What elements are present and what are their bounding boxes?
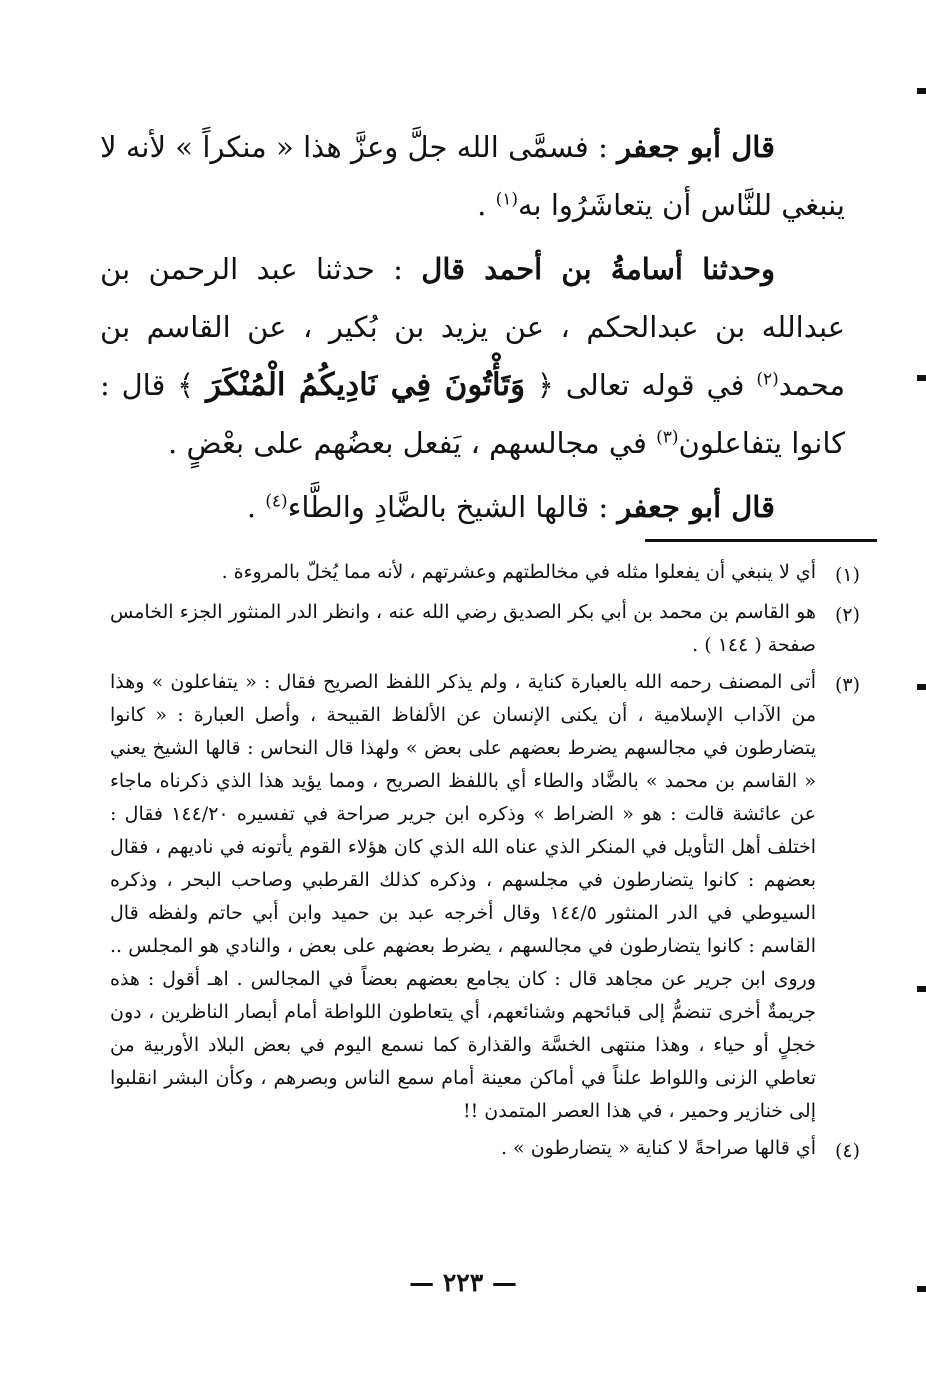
paragraph-1-end: .: [477, 188, 496, 222]
speaker-abu-jafar-2: قال أبو جعفر: [617, 490, 775, 524]
speaker-usama: وحدثنا أسامةُ بن أحمد قال: [421, 252, 775, 286]
footnote-number: (٤): [834, 1140, 860, 1162]
paragraph-1-text: : فسمَّى الله جلَّ وعزَّ هذا « منكراً » لأنه لا ينبغي للنَّاس أن يتعاشَرُوا به: [100, 130, 845, 222]
scan-edge-mark: [917, 684, 926, 690]
footnote-number: (٣): [834, 674, 860, 696]
scan-edge-mark: [917, 375, 926, 381]
speaker-abu-jafar: قال أبو جعفر: [617, 130, 775, 164]
paragraph-2-text-d: في مجالسهم ، يَفعل بعضُهم على بعْضٍ .: [168, 426, 657, 460]
footnote-4: [110, 1132, 860, 1168]
paragraph-3: [100, 478, 845, 536]
footnote-text: هو القاسم بن محمد بن أبي بكر الصديق رضي الله عنه ، وانظر الدر المنثور الجزء الخامس صفحة ( ١٤٤ ) .: [110, 601, 816, 656]
footnote-number: (٢): [834, 604, 860, 626]
footnote-3: [110, 666, 860, 1128]
scan-edge-mark: [917, 88, 926, 94]
paragraph-2: [100, 240, 845, 472]
footnote-ref-3: (٣): [656, 427, 679, 448]
footnote-number: (١): [834, 564, 860, 586]
paragraph-3-end: .: [246, 490, 266, 524]
footnote-2: [110, 596, 860, 662]
paragraph-2-text-c: ﴾ قال : كانوا يتفاعلون: [100, 368, 845, 460]
footnote-ref-1: (١): [495, 189, 518, 210]
quran-verse: وَتَأْتُونَ فِي نَادِيكُمُ الْمُنْكَرَ: [205, 367, 526, 403]
footnote-1: [110, 556, 860, 592]
scan-edge-mark: [917, 1286, 926, 1292]
paragraph-2-text-a: : حدثنا عبد الرحمن بن عبدالله بن عبدالحكم ، عن يزيد بن بُكير ، عن القاسم بن محمد: [100, 252, 845, 402]
footnote-separator: [645, 539, 877, 542]
footnote-text: أتى المصنف رحمه الله بالعبارة كناية ، ولم يذكر اللفظ الصريح فقال : « يتفاعلون » وهذا من الآداب الإسلامية ، أن يكنى الإنسان عن الألفاظ القبيحة ، وأصل العبارة : « كانوا يتضارطون في مجالسهم يضرط بعضهم على بعض » ولهذا قال النحاس : قالها الشيخ يعني « القاسم بن محمد » بالضَّاد والطاء أي باللفظ الصريح ، ومما يؤيد هذا الذي ذكرناه ماجاء عن عائشة قالت : هو « الضراط » وذكره ابن جرير صراحة في تفسيره ١٤٤/٢٠ فقال : اختلف أهل التأويل في المنكر الذي عناه الله الذي كان هؤلاء القوم يأتونه في ناديهم ، فقال بعضهم : كانوا يتضارطون في مجلسهم ، وذكره كذلك القرطبي وصاحب البحر ، وذكره السيوطي في الدر المنثور ١٤٤/٥ وقال أخرجه عبد بن حميد وابن أبي حاتم ولفظه قال القاسم : كانوا يتضارطون في مجالسهم ، يضرط بعضهم على بعض ، والنادي هو المجلس .. وروى ابن جرير عن مجاهد قال : كان يجامع بعضهم بعضاً في المجالس . اهـ أقول : هذه جريمةٌ أخرى تنضمُّ إلى قبائحهم وشنائعهم، أي يتعاطون اللواطة أمام أبصار الناظرين ، دون خجلٍ أو حياء ، وهذا منتهى الخسَّة والقذارة كما نسمع اليوم في بعض البلاد الأوربية من تعاطي الزنى واللواط علناً في أماكن معينة أمام سمع الناس وبصرهم ، وكأن البشر انقلبوا إلى خنازير وحمير ، في هذا العصر المتمدن !!: [110, 671, 816, 1122]
footnote-ref-2: (٢): [756, 369, 779, 390]
scan-edge-mark: [917, 986, 926, 992]
main-text: [100, 118, 845, 536]
paragraph-2-text-b: في قوله تعالى ﴿: [525, 368, 757, 402]
paragraph-3-text: : قالها الشيخ بالضَّادِ والطَّاء: [287, 490, 618, 524]
footnotes: [110, 556, 860, 1172]
footnote-text: أي لا ينبغي أن يفعلوا مثله في مخالطتهم وعشرتهم ، لأنه مما يُخلّ بالمروءة .: [221, 561, 816, 583]
footnote-text: أي قالها صراحةً لا كناية « يتضارطون » .: [500, 1137, 816, 1159]
footnote-ref-4: (٤): [265, 491, 288, 512]
paragraph-1: [100, 118, 845, 234]
page-number: — ٢٢٣ —: [409, 1268, 517, 1297]
